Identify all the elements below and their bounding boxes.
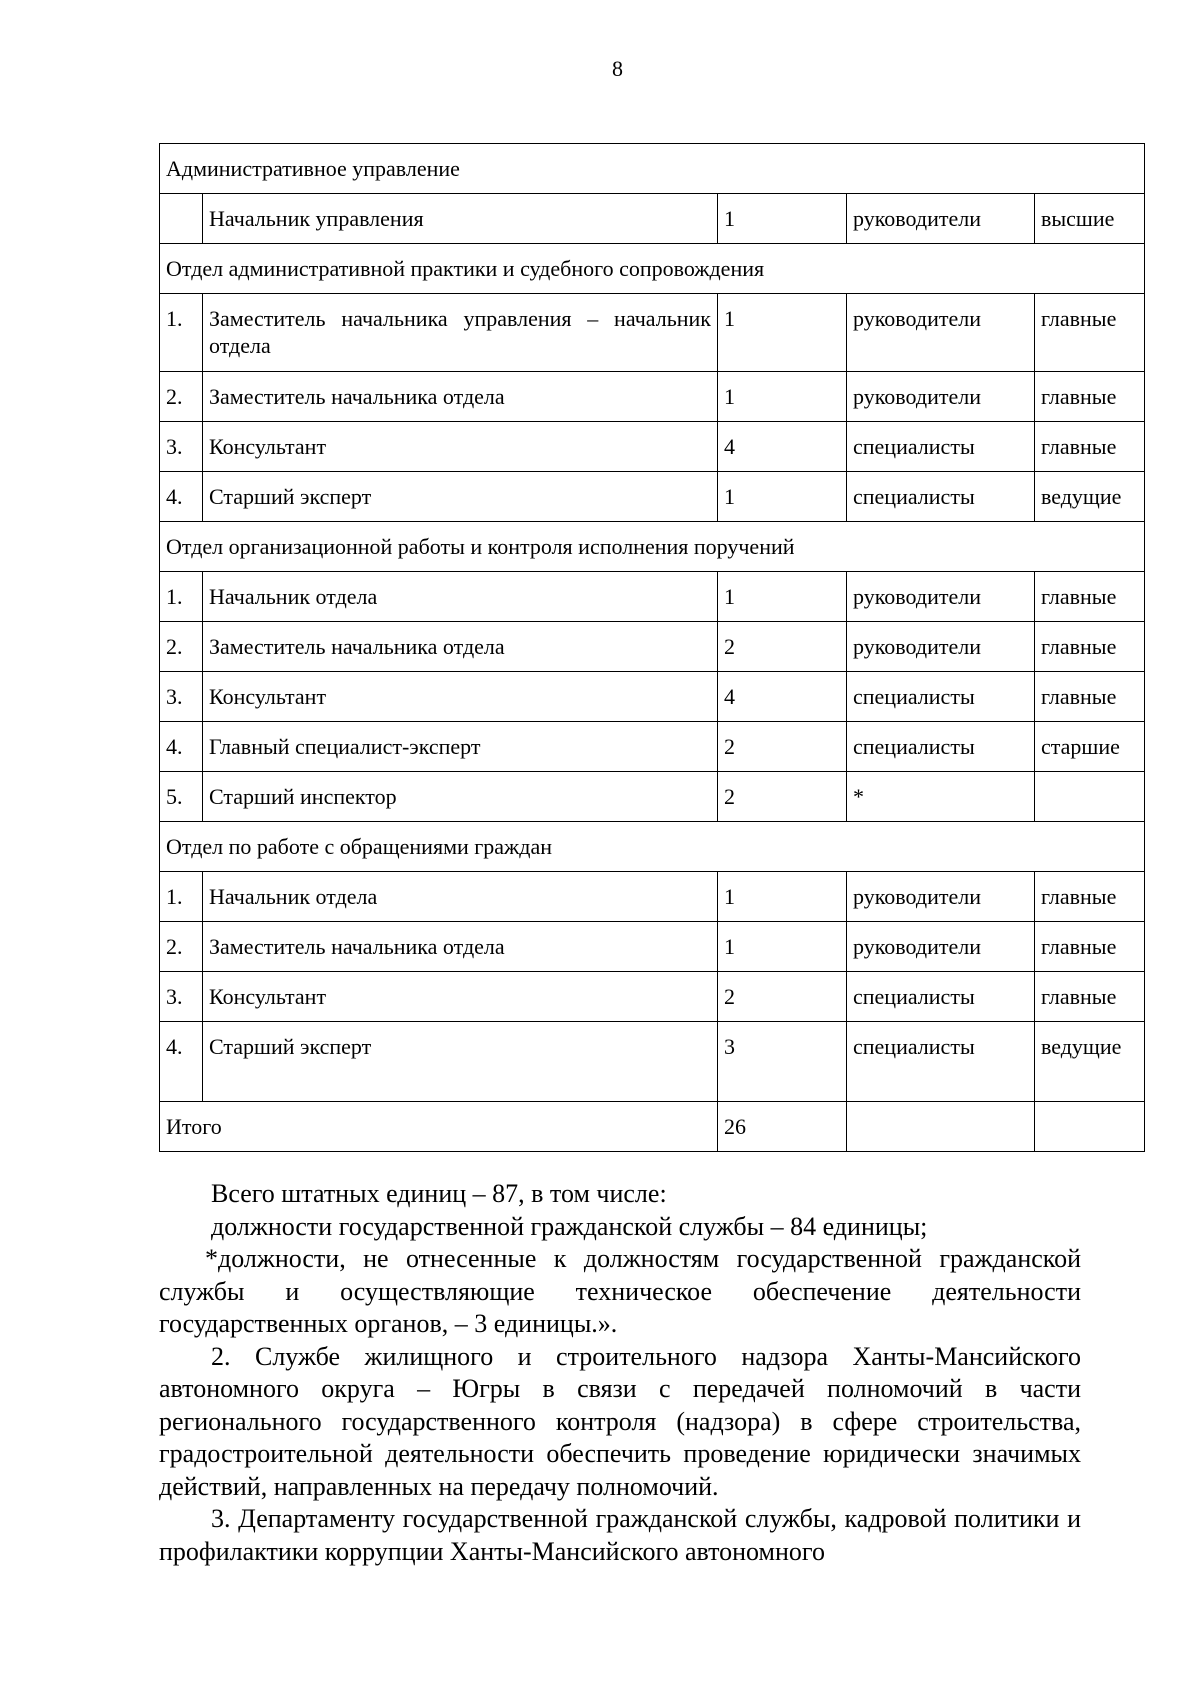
- position-category: специалисты: [847, 972, 1035, 1022]
- paragraph-item-3: 3. Департаменту государственной гражданской службы, кадровой политики и профилактики коррупции Ханты-Мансийского автономного: [159, 1504, 1081, 1566]
- section-header-row: [160, 522, 1145, 572]
- row-number: 3.: [160, 672, 203, 722]
- paragraph-civil-service-units: должности государственной гражданской службы – 84 единицы;: [211, 1211, 928, 1241]
- position-quantity: 1: [718, 872, 847, 922]
- position-name: Начальник отдела: [203, 572, 718, 622]
- paragraph-technical-staff-note: *должности, не отнесенные к должностям государственной гражданской службы и осуществляющие техническое обеспечение деятельности государственных органов, – 3 единицы.».: [159, 1244, 1081, 1338]
- position-quantity: 2: [718, 622, 847, 672]
- row-number: 1.: [160, 294, 203, 372]
- position-name: Заместитель начальника отдела: [203, 622, 718, 672]
- row-number: 3.: [160, 422, 203, 472]
- position-quantity: 4: [718, 422, 847, 472]
- section-title: Отдел организационной работы и контроля исполнения поручений: [160, 522, 1145, 572]
- position-category: специалисты: [847, 672, 1035, 722]
- position-category: специалисты: [847, 422, 1035, 472]
- position-category: руководители: [847, 622, 1035, 672]
- position-group: главные: [1035, 372, 1145, 422]
- section-title: Отдел административной практики и судебного сопровождения: [160, 244, 1145, 294]
- total-empty-cell: [847, 1102, 1035, 1152]
- row-number: 2.: [160, 372, 203, 422]
- position-name: Консультант: [203, 422, 718, 472]
- position-name: Начальник управления: [203, 194, 718, 244]
- staffing-table: [159, 143, 1145, 1152]
- position-category: руководители: [847, 922, 1035, 972]
- position-group: главные: [1035, 972, 1145, 1022]
- position-category: специалисты: [847, 722, 1035, 772]
- position-group: главные: [1035, 872, 1145, 922]
- position-category: *: [847, 772, 1035, 822]
- section-header-row: [160, 822, 1145, 872]
- position-name: Заместитель начальника отдела: [203, 922, 718, 972]
- total-empty-cell: [1035, 1102, 1145, 1152]
- position-category: руководители: [847, 194, 1035, 244]
- position-quantity: 1: [718, 572, 847, 622]
- position-quantity: 4: [718, 672, 847, 722]
- row-number: 1.: [160, 572, 203, 622]
- table-row: [160, 572, 1145, 622]
- table-row: [160, 422, 1145, 472]
- row-number: 4.: [160, 1022, 203, 1102]
- position-quantity: 1: [718, 372, 847, 422]
- position-group: ведущие: [1035, 1022, 1145, 1102]
- table-row: [160, 294, 1145, 372]
- section-title: Административное управление: [160, 144, 1145, 194]
- row-number: 4.: [160, 722, 203, 772]
- row-number: 2.: [160, 922, 203, 972]
- total-quantity: 26: [718, 1102, 847, 1152]
- position-group: ведущие: [1035, 472, 1145, 522]
- position-group: главные: [1035, 572, 1145, 622]
- table-row: [160, 872, 1145, 922]
- position-name: Заместитель начальника управления – начальник отдела: [203, 294, 718, 372]
- paragraph-total-units: Всего штатных единиц – 87, в том числе:: [211, 1179, 667, 1208]
- position-group: главные: [1035, 672, 1145, 722]
- position-quantity: 2: [718, 772, 847, 822]
- position-group: высшие: [1035, 194, 1145, 244]
- position-category: руководители: [847, 872, 1035, 922]
- position-category: руководители: [847, 294, 1035, 372]
- section-header-row: [160, 244, 1145, 294]
- position-quantity: 1: [718, 922, 847, 972]
- row-number: 5.: [160, 772, 203, 822]
- table-row: [160, 922, 1145, 972]
- position-name: Старший эксперт: [203, 472, 718, 522]
- paragraph-item-2: 2. Службе жилищного и строительного надзора Ханты-Мансийского автономного округа – Югры в связи с передачей полномочий в части регионального государственного контроля (надзора) в сфере строительства, градостроительной деятельности обеспечить проведение юридически значимых действий, направленных на передачу полномочий.: [159, 1341, 1081, 1501]
- position-name: Консультант: [203, 672, 718, 722]
- section-title: Отдел по работе с обращениями граждан: [160, 822, 1145, 872]
- row-number: 2.: [160, 622, 203, 672]
- position-name: Заместитель начальника отдела: [203, 372, 718, 422]
- position-quantity: 1: [718, 294, 847, 372]
- position-category: специалисты: [847, 1022, 1035, 1102]
- position-category: руководители: [847, 372, 1035, 422]
- row-number: [160, 194, 203, 244]
- document-body: [159, 1178, 1081, 1568]
- table-row: [160, 722, 1145, 772]
- table-row: [160, 672, 1145, 722]
- position-group: [1035, 772, 1145, 822]
- position-name: Консультант: [203, 972, 718, 1022]
- position-quantity: 2: [718, 722, 847, 772]
- position-group: главные: [1035, 922, 1145, 972]
- table-row: [160, 194, 1145, 244]
- table-row: [160, 972, 1145, 1022]
- position-category: руководители: [847, 572, 1035, 622]
- section-header-row: [160, 144, 1145, 194]
- table-row: [160, 372, 1145, 422]
- position-name: Начальник отдела: [203, 872, 718, 922]
- position-quantity: 2: [718, 972, 847, 1022]
- position-group: главные: [1035, 422, 1145, 472]
- row-number: 1.: [160, 872, 203, 922]
- position-group: старшие: [1035, 722, 1145, 772]
- table-row: [160, 1022, 1145, 1102]
- table-row: [160, 772, 1145, 822]
- total-row: [160, 1102, 1145, 1152]
- row-number: 3.: [160, 972, 203, 1022]
- position-group: главные: [1035, 294, 1145, 372]
- position-group: главные: [1035, 622, 1145, 672]
- table-row: [160, 622, 1145, 672]
- position-name: Старший эксперт: [203, 1022, 718, 1102]
- position-category: специалисты: [847, 472, 1035, 522]
- total-label: Итого: [160, 1102, 718, 1152]
- position-quantity: 1: [718, 194, 847, 244]
- position-name: Главный специалист-эксперт: [203, 722, 718, 772]
- position-name: Старший инспектор: [203, 772, 718, 822]
- row-number: 4.: [160, 472, 203, 522]
- table-row: [160, 472, 1145, 522]
- page-number: 8: [612, 56, 623, 81]
- position-quantity: 1: [718, 472, 847, 522]
- position-quantity: 3: [718, 1022, 847, 1102]
